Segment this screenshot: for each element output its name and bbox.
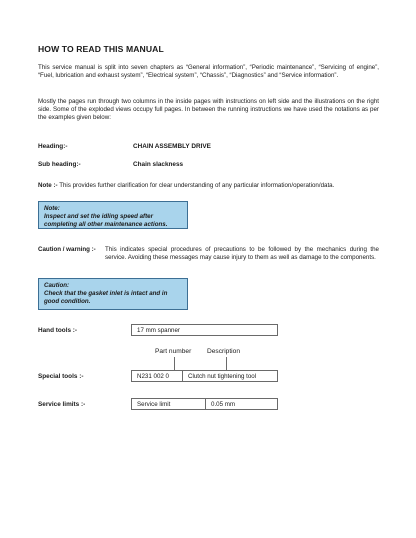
service-limit-value: 0.05 mm — [205, 399, 277, 409]
layout-paragraph: Mostly the pages run through two columns in the inside pages with instructions on left side and the illustrations on the right side. Some of the exploded views occupy full pages. In between the running instructions we have used the notations as per the examples given below: — [38, 98, 379, 122]
subheading-example: Chain slackness — [133, 161, 184, 168]
page-title: HOW TO READ THIS MANUAL — [38, 44, 164, 54]
caution-box-title: Caution: — [44, 282, 70, 289]
hand-tools-value: 17 mm spanner — [137, 327, 180, 334]
special-tools-table — [131, 370, 278, 382]
caution-label: Caution / warning :- — [38, 246, 96, 253]
note-box-title: Note: — [44, 205, 60, 212]
caution-box-text: Check that the gasket inlet is intact and in good condition. — [44, 290, 168, 305]
service-limits-table — [131, 398, 278, 410]
part-number-header: Part number — [155, 348, 192, 355]
special-tools-part: N231 002 0 — [137, 373, 169, 380]
special-tools-desc: Clutch nut tightening tool — [182, 371, 277, 381]
part-number-connector — [174, 357, 175, 370]
note-box-text: Inspect and set the idling speed after completing all other maintenance actions. — [44, 213, 168, 228]
description-header: Description — [207, 348, 240, 355]
note-text: This provides further clarification for clear understanding of any particular information/operation/data. — [57, 182, 335, 189]
service-limits-label: Service limits :- — [38, 401, 86, 408]
heading-example: CHAIN ASSEMBLY DRIVE — [133, 143, 211, 150]
hand-tools-box — [131, 324, 278, 336]
caution-example-box — [38, 278, 188, 310]
note-label: Note :- — [38, 182, 58, 189]
description-connector — [226, 357, 227, 370]
heading-label: Heading:- — [38, 143, 68, 150]
note-example-box — [38, 201, 188, 229]
special-tools-label: Special tools :- — [38, 373, 84, 380]
service-limit-name: Service limit — [137, 401, 171, 408]
note-description — [38, 182, 379, 189]
hand-tools-label: Hand tools :- — [38, 327, 78, 334]
caution-text: This indicates special procedures of precautions to be followed by the mechanics during the service. Avoiding these messages may cause injury to them as well as damage to the components. — [105, 246, 379, 262]
subheading-label: Sub heading:- — [38, 161, 81, 168]
intro-paragraph: This service manual is split into seven chapters as “General information”, “Periodic maintenance”, “Servicing of engine”, “Fuel, lubrication and exhaust system”, “Electrical system”, “Chassis”, “Diagnostics” and “Service information”. — [38, 64, 379, 80]
